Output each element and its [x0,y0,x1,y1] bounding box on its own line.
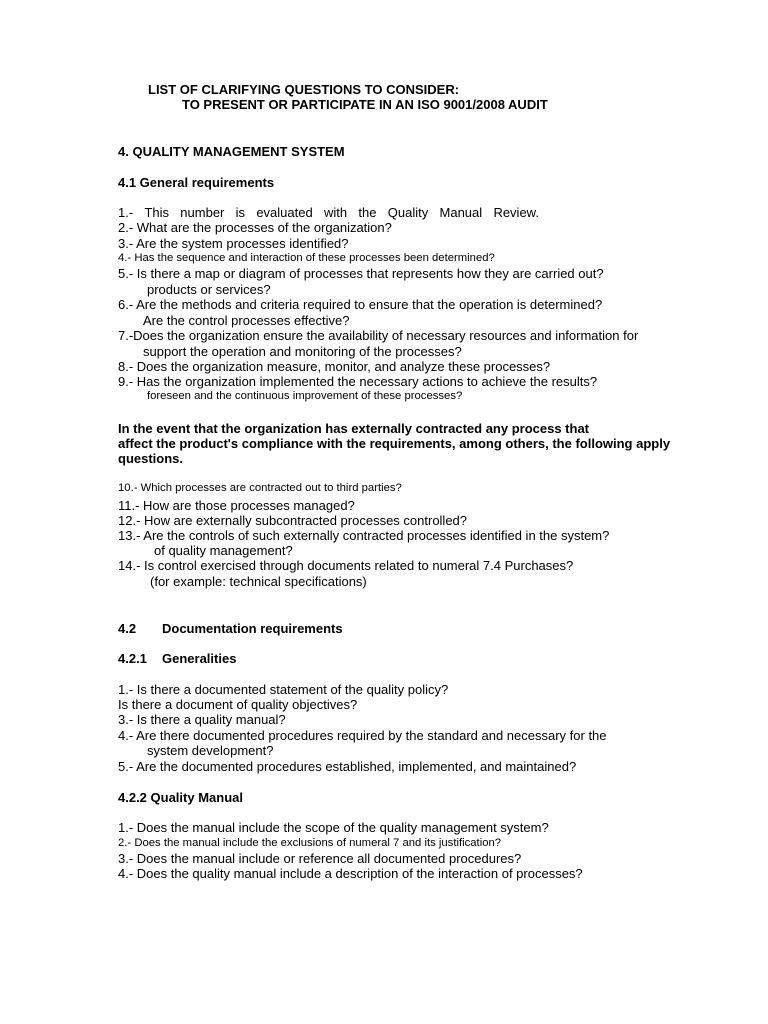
question-1 [118,205,539,220]
question-5: 5.- Is there a map or diagram of processes that represents how they are carried out? [118,266,604,281]
question-8: 8.- Does the organization measure, monitor, and analyze these processes? [118,359,551,374]
question-4-2-2-4: 4.- Does the quality manual include a description of the interaction of processes? [118,866,583,881]
question-12: 12.- How are externally subcontracted processes controlled? [118,513,468,528]
question-4-2-1-1: 1.- Is there a documented statement of the quality policy? [118,682,449,697]
q1-word: evaluated [256,205,313,220]
section-4-2-title: Documentation requirements [162,621,343,636]
q1-word: number [180,205,225,220]
question-14-continued: (for example: technical specifications) [150,574,367,589]
section-4-1-heading: 4.1 General requirements [118,175,275,190]
q1-word: Manual [439,205,483,220]
section-4-2-1-number: 4.2.1 [118,651,147,666]
question-9: 9.- Has the organization implemented the necessary actions to achieve the results? [118,374,598,389]
q1-word: 1.- [118,205,134,220]
external-note-line-2: affect the product's compliance with the requirements, among others, the following apply [118,436,671,451]
question-7-continued: support the operation and monitoring of the processes? [143,344,462,359]
external-note-line-1: In the event that the organization has externally contracted any process that [118,421,590,436]
title-line-2: TO PRESENT OR PARTICIPATE IN AN ISO 9001/2008 AUDIT [182,97,548,112]
question-7: 7.-Does the organization ensure the availability of necessary resources and information for [118,328,639,343]
section-4-2-1-title: Generalities [162,651,237,666]
question-4-2-1-4: 4.- Are there documented procedures required by the standard and necessary for the [118,728,607,743]
q1-word: with [324,205,348,220]
question-11: 11.- How are those processes managed? [118,498,355,513]
q1-word: the [358,205,377,220]
question-4-2-2-1: 1.- Does the manual include the scope of the quality management system? [118,820,549,835]
question-4: 4.- Has the sequence and interaction of these processes been determined? [118,252,495,264]
question-4-2-1-4-continued: system development? [147,743,274,758]
question-4-2-1-3: 3.- Is there a quality manual? [118,712,286,727]
question-5-continued: products or services? [147,282,271,297]
question-3: 3.- Are the system processes identified? [118,236,349,251]
question-4-2-1-2: Is there a document of quality objectives? [118,697,358,712]
external-note-line-3: questions. [118,451,184,466]
question-4-2-2-3: 3.- Does the manual include or reference all documented procedures? [118,851,522,866]
q1-word: Quality [387,205,429,220]
question-6-continued: Are the control processes effective? [143,313,350,328]
question-10: 10.- Which processes are contracted out to third parties? [118,482,402,494]
section-4-heading: 4. QUALITY MANAGEMENT SYSTEM [118,144,345,159]
title-line-1: LIST OF CLARIFYING QUESTIONS TO CONSIDER: [148,82,460,97]
section-4-2-number: 4.2 [118,621,137,636]
question-9-continued: foreseen and the continuous improvement of these processes? [147,390,463,402]
question-13-continued: of quality management? [154,543,293,558]
question-4-2-2-2: 2.- Does the manual include the exclusions of numeral 7 and its justification? [118,837,502,849]
question-13: 13.- Are the controls of such externally contracted processes identified in the system? [118,528,610,543]
question-14: 14.- Is control exercised through documents related to numeral 7.4 Purchases? [118,558,574,573]
question-6: 6.- Are the methods and criteria required to ensure that the operation is determined? [118,297,603,312]
section-4-2-2-heading: 4.2.2 Quality Manual [118,790,243,805]
q1-word: This [144,205,170,220]
q1-word: is [235,205,246,220]
question-4-2-1-5: 5.- Are the documented procedures established, implemented, and maintained? [118,759,577,774]
q1-word: Review. [493,205,539,220]
question-2: 2.- What are the processes of the organization? [118,220,392,235]
